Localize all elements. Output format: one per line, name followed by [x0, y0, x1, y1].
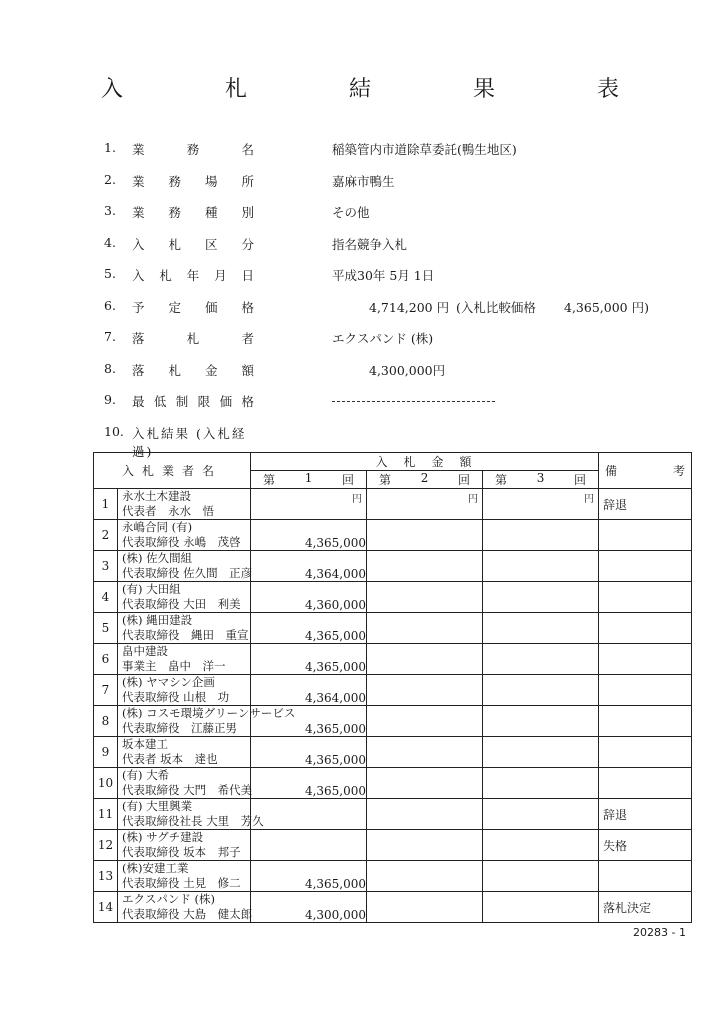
representative: 事業主 畠中 洋一: [122, 659, 226, 673]
round-1-cell: [251, 644, 367, 675]
remark-cell: [599, 644, 692, 675]
info-label: 業 務 種 別: [132, 205, 254, 220]
info-row-category: [104, 203, 684, 235]
info-value: 指名競争入札: [332, 236, 408, 252]
table-row: [94, 737, 692, 768]
comparison-price: 4,365,000 円): [564, 299, 649, 315]
row-number: 6: [94, 644, 118, 675]
bidder-cell: [118, 892, 251, 923]
company-name: (株) コスモ環境グリーンサービス: [122, 706, 296, 720]
representative: 代表者 永水 悟: [122, 504, 214, 518]
remark-cell: 落札決定: [599, 892, 692, 923]
header-round-2: 第 2 回: [367, 471, 483, 489]
table-row: [94, 861, 692, 892]
yen-unit: 円: [352, 494, 363, 505]
bidder-cell: [118, 644, 251, 675]
planned-price: 4,714,200 円: [369, 299, 450, 315]
info-row-bid-results: [104, 423, 684, 459]
info-row-winning-amount: [104, 361, 684, 393]
round-1-amount: 4,364,000: [304, 567, 367, 581]
round-1-cell: [251, 706, 367, 737]
table-row: [94, 706, 692, 737]
round-1-amount: 4,365,000: [304, 753, 367, 767]
bidder-cell: [118, 675, 251, 706]
bidder-cell: [118, 706, 296, 737]
info-number: 6.: [104, 297, 116, 313]
info-value: 稲築管内市道除草委託(鴨生地区): [332, 142, 517, 157]
info-value: エクスパンド (株): [332, 331, 434, 346]
info-number: 5.: [104, 266, 116, 281]
yen-unit: 円: [584, 494, 595, 505]
company-name: エクスパンド (株): [122, 892, 216, 906]
round-2-cell: [367, 582, 483, 613]
row-number: 12: [94, 830, 118, 861]
info-label: 入札結果 (入札経過): [132, 425, 247, 459]
bidder-cell: [118, 520, 251, 551]
round-1-cell: [251, 520, 367, 551]
round-2-cell: [367, 644, 483, 675]
table-row: [94, 675, 692, 706]
round-1-amount: 4,365,000: [304, 660, 367, 674]
representative: 代表取締役 山根 功: [122, 690, 230, 704]
round-3-cell: [483, 830, 599, 861]
company-name: (有) 大田組: [122, 582, 181, 596]
row-number: 14: [94, 892, 118, 923]
table-row: [94, 489, 692, 520]
bidder-cell: [118, 551, 251, 582]
company-name: (株) ヤマシン企画: [122, 675, 215, 689]
remark-cell: 失格: [599, 830, 692, 861]
round-2-cell: [367, 861, 483, 892]
round-2-cell: [367, 737, 483, 768]
company-name: (株) サグチ建設: [122, 830, 204, 844]
contract-info: [104, 140, 684, 459]
representative: 代表取締役 大田 利美: [122, 597, 241, 611]
remark-cell: [599, 861, 692, 892]
round-3-cell: [483, 582, 599, 613]
row-number: 3: [94, 551, 118, 582]
info-number: 9.: [104, 392, 116, 407]
bidder-cell: [118, 737, 251, 768]
bidder-cell: [118, 830, 251, 861]
bidder-cell: [118, 582, 251, 613]
info-label: 業 務 名: [132, 142, 254, 157]
header-bid-amount: 入 札 金 額: [251, 453, 599, 471]
bidder-cell: [118, 768, 251, 799]
round-3-cell: [483, 706, 599, 737]
round-3-cell: [483, 520, 599, 551]
header-round-3: 第 3 回: [483, 471, 599, 489]
info-number: 2.: [104, 171, 116, 187]
round-3-cell: [483, 892, 599, 923]
yen-unit: 円: [468, 494, 479, 505]
company-name: (有) 大希: [122, 768, 170, 782]
representative: 代表取締役社長 大里 芳久: [122, 814, 264, 828]
table-row: [94, 892, 692, 923]
row-number: 10: [94, 768, 118, 799]
bidder-cell: [118, 613, 251, 644]
info-number: 7.: [104, 329, 116, 344]
table-row: [94, 613, 692, 644]
round-1-cell: [251, 892, 367, 923]
round-1-amount: 4,365,000: [304, 877, 367, 891]
row-number: 7: [94, 675, 118, 706]
remark-cell: [599, 675, 692, 706]
header-remarks: 備 考: [599, 453, 692, 489]
round-3-cell: [483, 737, 599, 768]
round-3-cell: [483, 861, 599, 892]
remark-cell: [599, 520, 692, 551]
table-row: [94, 830, 692, 861]
info-label: 業 務 場 所: [132, 173, 254, 189]
info-label: 入 札 区 分: [132, 236, 254, 252]
info-number: 4.: [104, 234, 116, 250]
round-3-cell: [483, 799, 599, 830]
representative: 代表取締役 土見 修二: [122, 876, 241, 890]
representative: 代表取締役 永嶋 茂啓: [122, 535, 241, 549]
round-2-cell: [367, 706, 483, 737]
round-1-cell: [251, 613, 367, 644]
info-row-location: [104, 172, 684, 204]
bidder-cell: [118, 861, 251, 892]
remark-cell: [599, 551, 692, 582]
info-row-bid-type: [104, 235, 684, 267]
header-bidder-name: 入札業者名: [94, 453, 251, 489]
round-1-cell: [251, 861, 367, 892]
row-number: 13: [94, 861, 118, 892]
info-number: 3.: [104, 203, 116, 218]
round-2-cell: [367, 675, 483, 706]
remark-cell: [599, 737, 692, 768]
round-1-cell: [251, 830, 367, 861]
remark-cell: [599, 706, 692, 737]
table-row: [94, 551, 692, 582]
remark-cell: 辞退: [599, 799, 692, 830]
document-code: 20283 - 1: [633, 926, 686, 939]
company-name: (株)安建工業: [122, 861, 189, 875]
round-1-amount: 4,365,000: [304, 629, 367, 643]
round-1-cell: [251, 799, 367, 830]
comparison-price-label: (入札比較価格: [456, 299, 536, 315]
info-row-planned-price: [104, 298, 684, 330]
info-label: 最 低 制 限 価 格: [132, 394, 254, 409]
page-title: 入 札 結 果 表: [100, 77, 659, 102]
bid-results-table: [93, 452, 692, 923]
remark-cell: [599, 768, 692, 799]
info-label: 予 定 価 格: [132, 299, 254, 315]
round-2-cell: [367, 520, 483, 551]
round-1-cell: [251, 737, 367, 768]
round-1-cell: [251, 768, 367, 799]
round-2-cell: [367, 799, 483, 830]
company-name: (株) 縄田建設: [122, 613, 193, 627]
representative: 代表取締役 佐久間 正彦: [122, 566, 253, 580]
representative: 代表者 坂本 達也: [122, 752, 218, 766]
winning-amount: 4,300,000円: [369, 362, 446, 378]
info-number: 1.: [104, 140, 116, 155]
representative: 代表取締役 大門 希代美: [122, 783, 253, 797]
info-label: 落 札 金 額: [132, 362, 254, 378]
round-3-cell: [483, 613, 599, 644]
remark-cell: 辞退: [599, 489, 692, 520]
row-number: 5: [94, 613, 118, 644]
row-number: 2: [94, 520, 118, 551]
company-name: (有) 大里興業: [122, 799, 193, 813]
row-number: 1: [94, 489, 118, 520]
round-3-cell: [483, 551, 599, 582]
info-value: 嘉麻市鴨生: [332, 173, 395, 189]
round-3-cell: [483, 644, 599, 675]
info-row-bid-date: [104, 266, 684, 298]
round-1-cell: [251, 582, 367, 613]
table-row: [94, 520, 692, 551]
representative: 代表取締役 縄田 重宣: [122, 628, 249, 642]
round-2-cell: [367, 892, 483, 923]
round-3-cell: [483, 675, 599, 706]
table-row: [94, 768, 692, 799]
info-row-minimum-price: [104, 392, 684, 424]
representative: 代表取締役 坂本 邦子: [122, 845, 241, 859]
company-name: 永水土木建設: [122, 489, 191, 503]
round-1-amount: 4,365,000: [304, 536, 367, 550]
round-1-amount: 4,300,000: [304, 908, 367, 922]
company-name: 畠中建設: [122, 644, 168, 658]
row-number: 8: [94, 706, 118, 737]
row-number: 4: [94, 582, 118, 613]
info-label: 落 札 者: [132, 331, 254, 346]
round-3-cell: [483, 489, 599, 520]
round-1-cell: [251, 675, 367, 706]
representative: 代表取締役 江藤正男: [122, 721, 237, 735]
company-name: (株) 佐久間組: [122, 551, 193, 565]
round-2-cell: [367, 489, 483, 520]
info-number: 10.: [104, 423, 124, 439]
round-1-amount: 4,365,000: [304, 722, 367, 736]
remark-cell: [599, 582, 692, 613]
bidder-cell: [118, 799, 264, 830]
company-name: 永嶋合同 (有): [122, 520, 193, 534]
header-round-1: 第 1 回: [251, 471, 367, 489]
round-2-cell: [367, 551, 483, 582]
company-name: 坂本建工: [122, 737, 168, 751]
round-1-cell: [251, 551, 367, 582]
bidder-cell: [118, 489, 251, 520]
round-1-cell: [251, 489, 367, 520]
round-2-cell: [367, 613, 483, 644]
row-number: 11: [94, 799, 118, 830]
empty-value-line: [332, 401, 495, 402]
info-label: 入 札 年 月 日: [132, 268, 254, 283]
round-1-amount: 4,360,000: [304, 598, 367, 612]
round-1-amount: 4,365,000: [304, 784, 367, 798]
table-row: [94, 799, 692, 830]
remark-cell: [599, 613, 692, 644]
table-row: [94, 644, 692, 675]
info-row-business-name: [104, 140, 684, 172]
round-2-cell: [367, 830, 483, 861]
row-number: 9: [94, 737, 118, 768]
round-1-amount: 4,364,000: [304, 691, 367, 705]
table-row: [94, 582, 692, 613]
representative: 代表取締役 大島 健太郎: [122, 907, 253, 921]
info-number: 8.: [104, 360, 116, 376]
info-value: 平成30年 5月 1日: [332, 268, 435, 283]
round-3-cell: [483, 768, 599, 799]
info-row-winner: [104, 329, 684, 361]
round-2-cell: [367, 768, 483, 799]
info-value: その他: [332, 205, 370, 220]
